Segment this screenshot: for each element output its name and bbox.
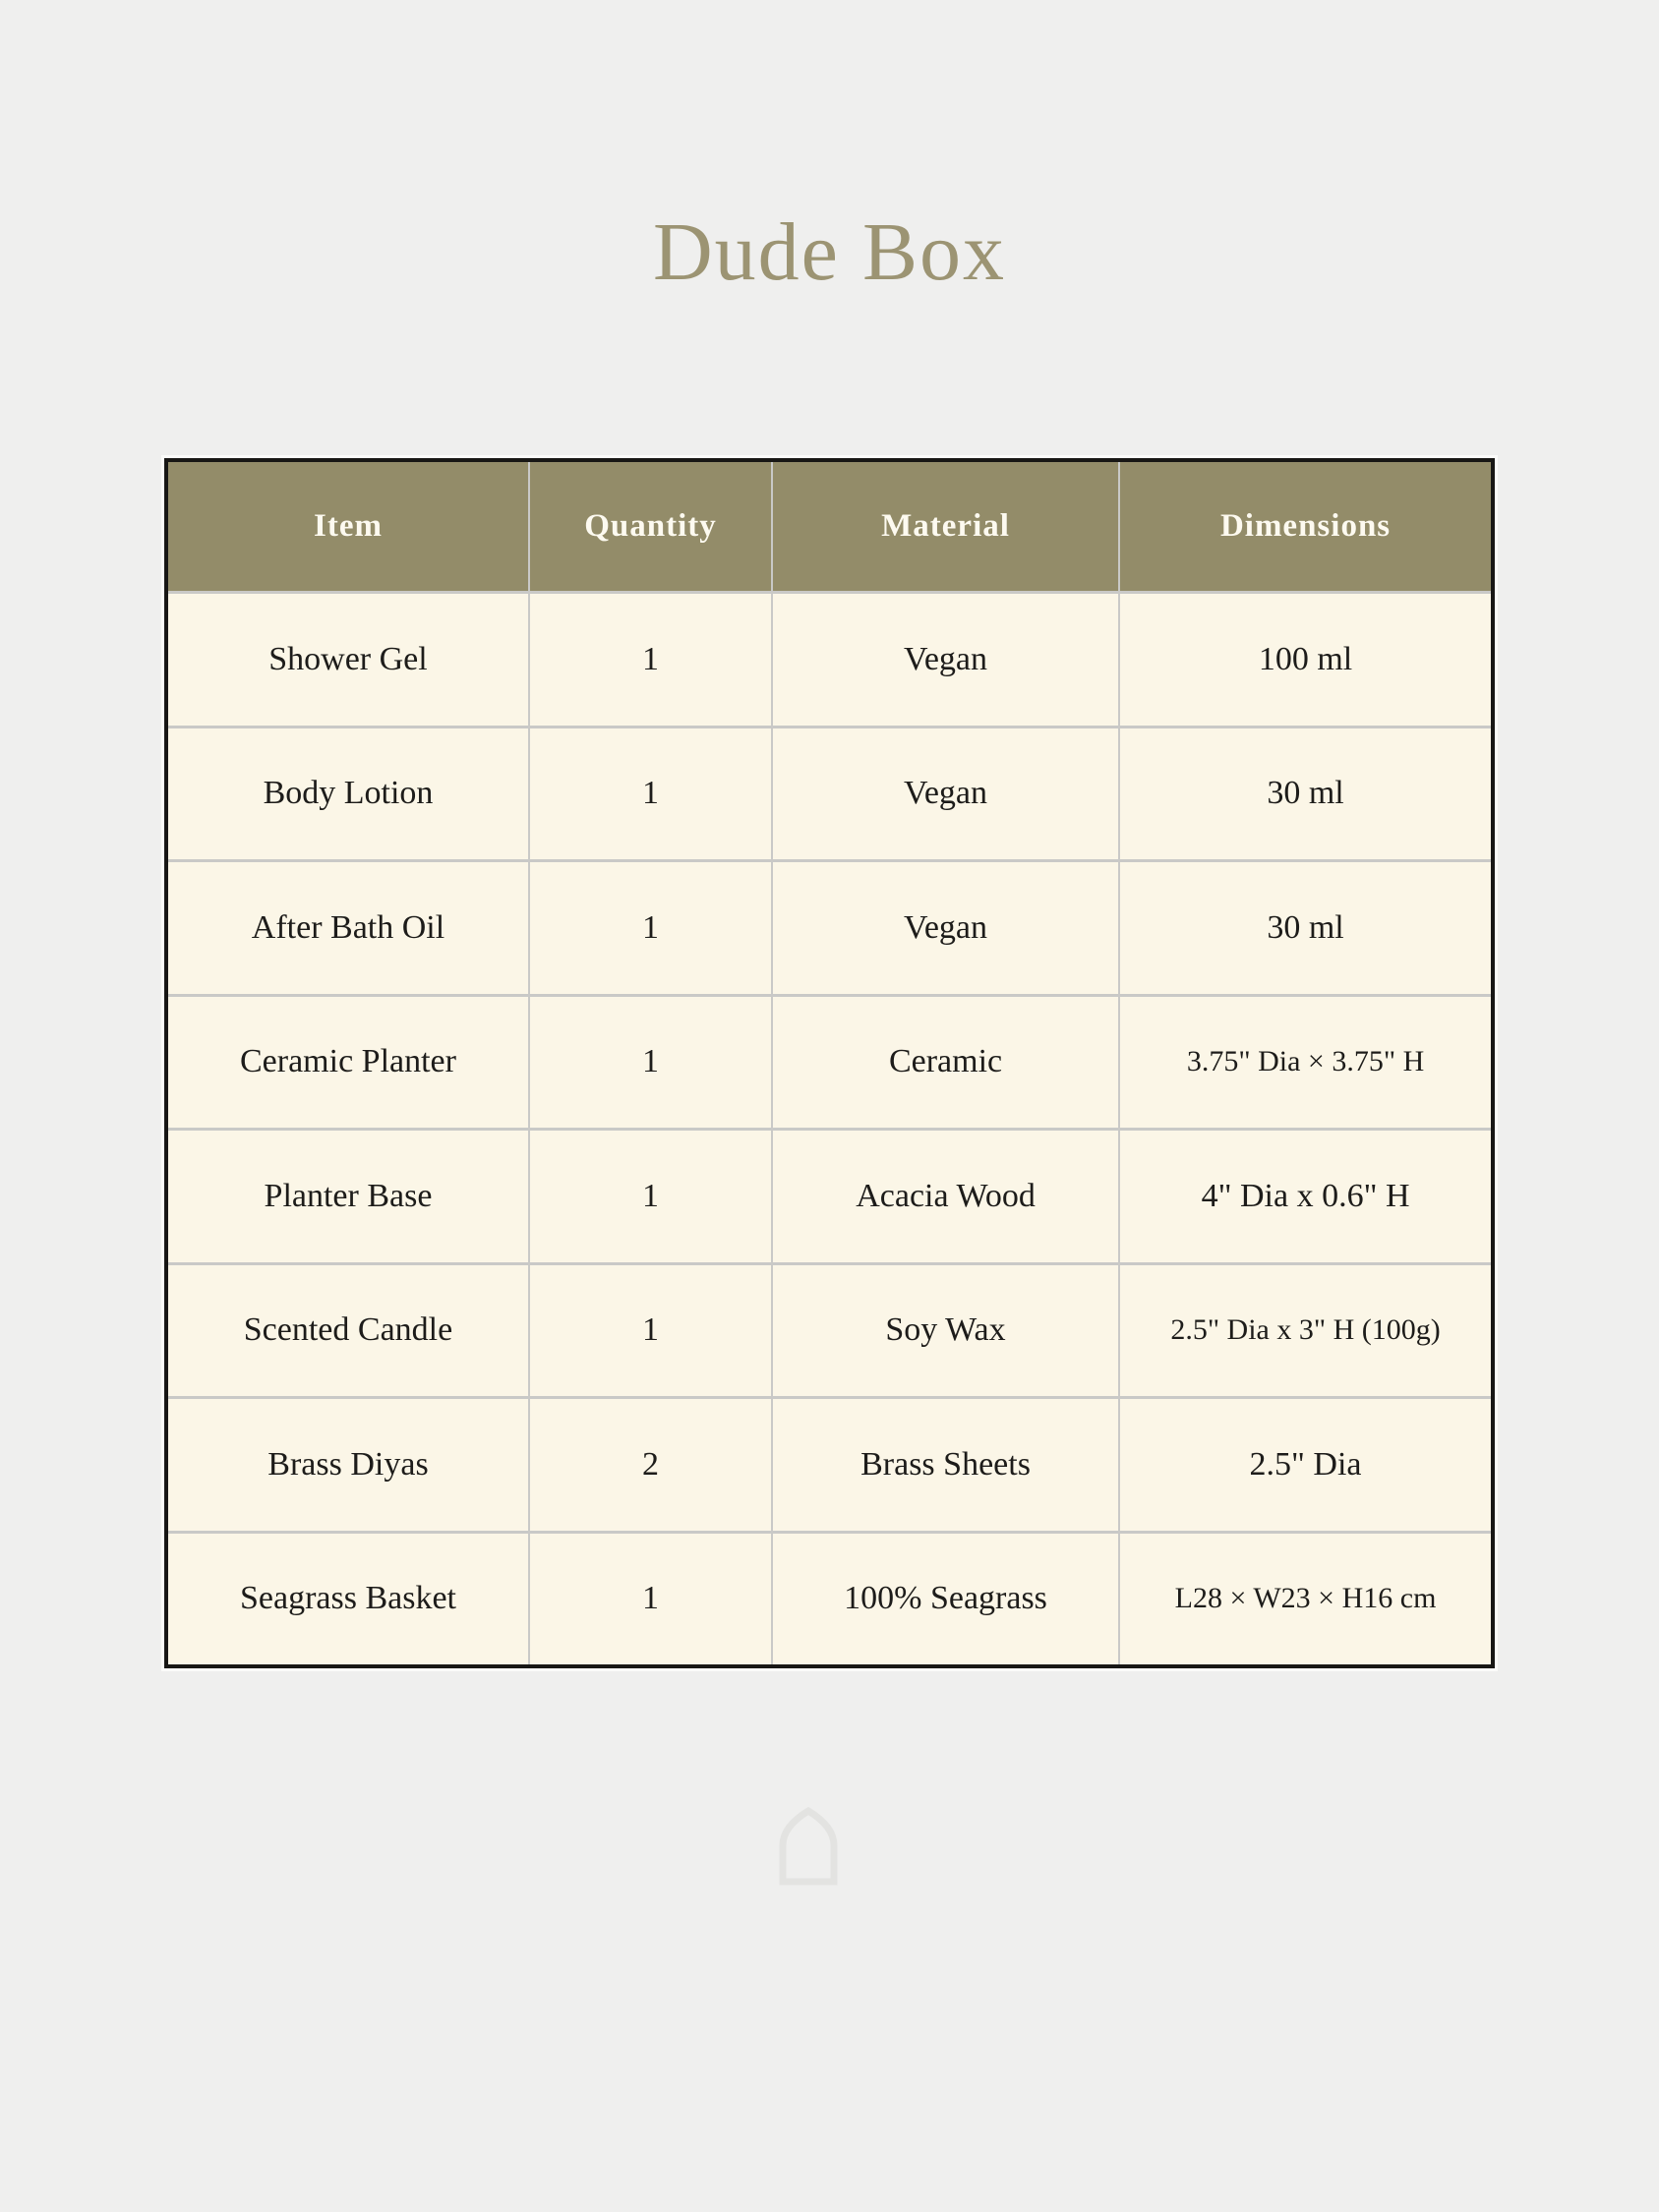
cell-quantity: 1 <box>530 594 771 726</box>
cell-quantity: 1 <box>530 728 771 860</box>
cell-material: Acacia Wood <box>773 1131 1118 1262</box>
cell-material: Soy Wax <box>773 1265 1118 1397</box>
cell-item: After Bath Oil <box>168 862 528 994</box>
column-header-dimensions: Dimensions <box>1120 462 1491 591</box>
cell-quantity: 1 <box>530 1534 771 1665</box>
cell-material: Ceramic <box>773 997 1118 1129</box>
column-header-material: Material <box>773 462 1118 591</box>
page-title: Dude Box <box>653 206 1006 298</box>
cell-dimensions: L28 × W23 × H16 cm <box>1120 1534 1491 1665</box>
column-header-quantity: Quantity <box>530 462 771 591</box>
cell-material: Vegan <box>773 594 1118 726</box>
column-header-item: Item <box>168 462 528 591</box>
cell-item: Ceramic Planter <box>168 997 528 1129</box>
cell-dimensions: 100 ml <box>1120 594 1491 726</box>
cell-material: Vegan <box>773 862 1118 994</box>
cell-material: Vegan <box>773 728 1118 860</box>
cell-dimensions: 2.5" Dia <box>1120 1399 1491 1531</box>
cell-dimensions: 30 ml <box>1120 862 1491 994</box>
cell-quantity: 1 <box>530 997 771 1129</box>
cell-dimensions: 3.75" Dia × 3.75" H <box>1120 997 1491 1129</box>
cell-dimensions: 2.5" Dia x 3" H (100g) <box>1120 1265 1491 1397</box>
arch-door-icon <box>776 1803 841 1886</box>
cell-quantity: 1 <box>530 1265 771 1397</box>
cell-item: Scented Candle <box>168 1265 528 1397</box>
cell-item: Body Lotion <box>168 728 528 860</box>
cell-item: Planter Base <box>168 1131 528 1262</box>
cell-dimensions: 30 ml <box>1120 728 1491 860</box>
cell-material: Brass Sheets <box>773 1399 1118 1531</box>
cell-material: 100% Seagrass <box>773 1534 1118 1665</box>
cell-quantity: 1 <box>530 862 771 994</box>
cell-dimensions: 4" Dia x 0.6" H <box>1120 1131 1491 1262</box>
cell-quantity: 1 <box>530 1131 771 1262</box>
cell-item: Seagrass Basket <box>168 1534 528 1665</box>
cell-quantity: 2 <box>530 1399 771 1531</box>
contents-table <box>164 458 1495 1668</box>
cell-item: Shower Gel <box>168 594 528 726</box>
cell-item: Brass Diyas <box>168 1399 528 1531</box>
